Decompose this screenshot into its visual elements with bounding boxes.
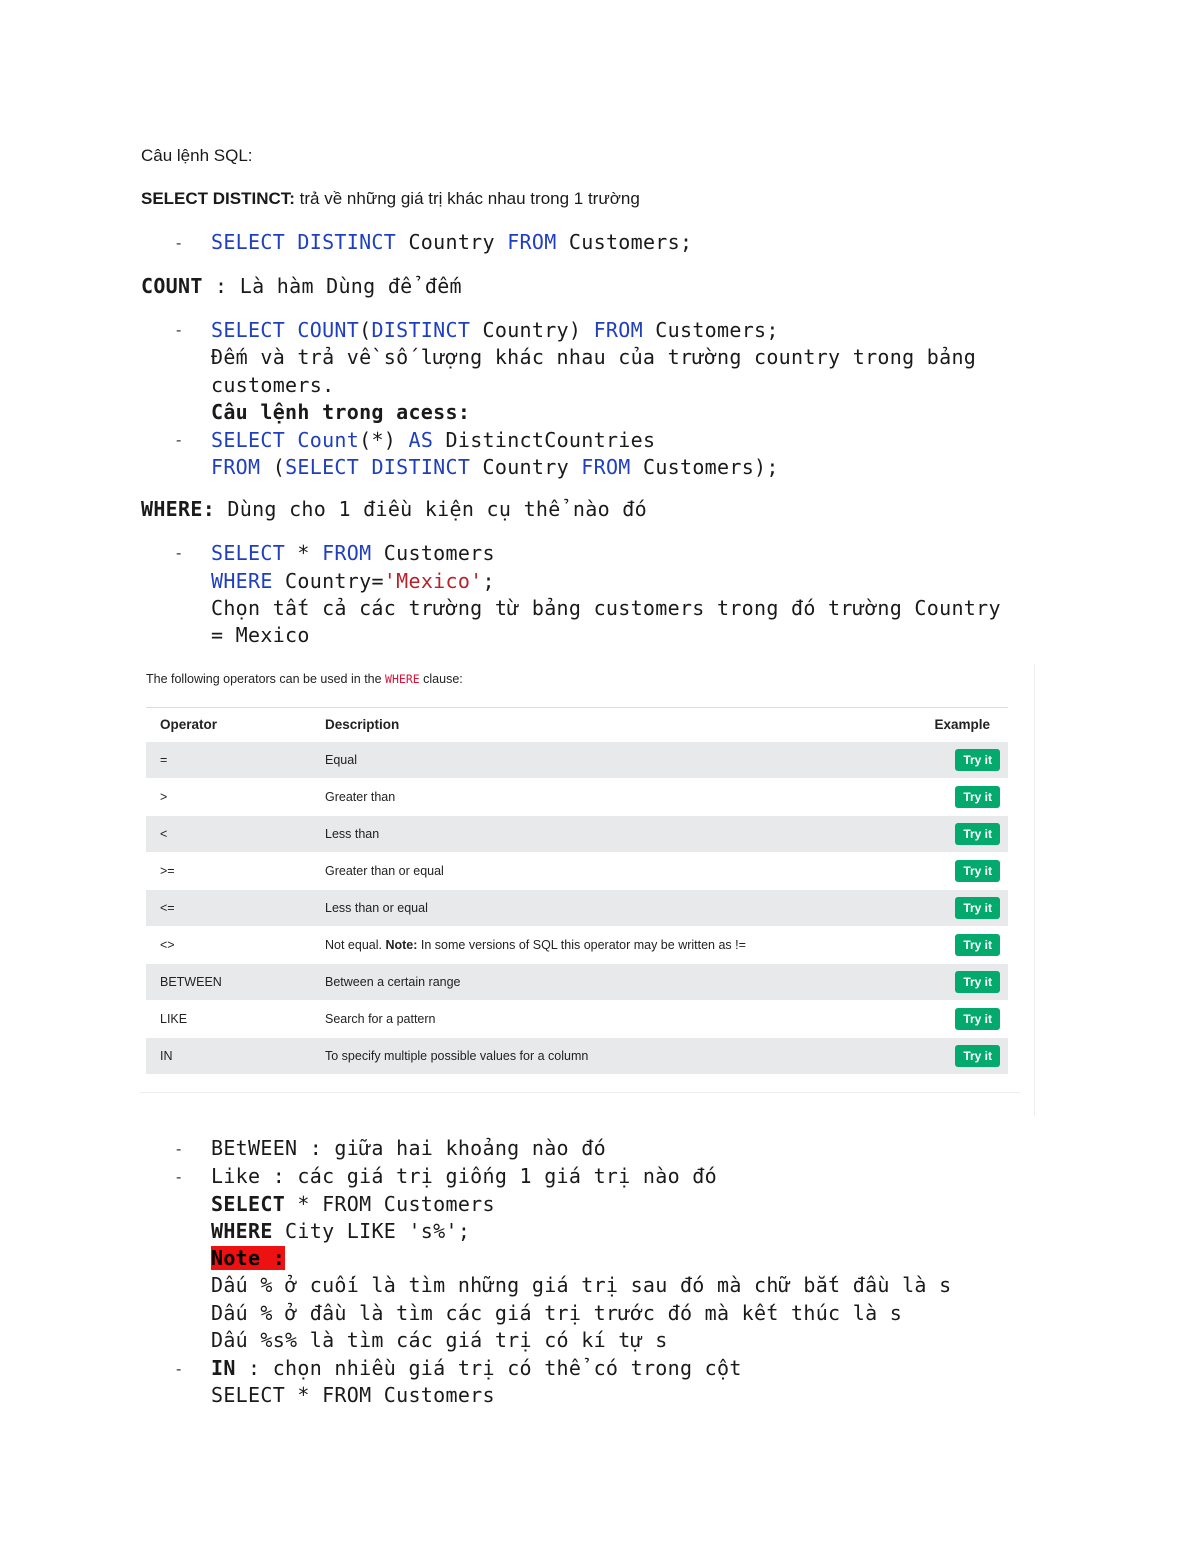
- table-row: [146, 779, 1008, 816]
- example-cell: [886, 779, 1008, 816]
- operator-cell: <=: [146, 890, 311, 927]
- sql-keyword: SELECT: [211, 428, 286, 452]
- bullet-dash: -: [176, 432, 182, 449]
- example-cell: [886, 742, 1008, 779]
- try-it-button[interactable]: Try it: [955, 897, 1000, 919]
- description-cell: Greater than: [311, 779, 886, 816]
- operator-cell: IN: [146, 1038, 311, 1075]
- try-it-button[interactable]: Try it: [955, 786, 1000, 808]
- description-cell: Less than or equal: [311, 890, 886, 927]
- operator-cell: >=: [146, 853, 311, 890]
- bullet-dash: -: [176, 235, 182, 252]
- sql-keyword: SELECT: [211, 1192, 286, 1216]
- select-distinct-desc: trả về những giá trị khác nhau trong 1 trường: [294, 189, 640, 208]
- description-cell: Equal: [311, 742, 886, 779]
- operator-cell: >: [146, 779, 311, 816]
- in-sql: SELECT * FROM Customers: [211, 1383, 495, 1407]
- try-it-button[interactable]: Try it: [955, 1008, 1000, 1030]
- sql-text: Country): [470, 318, 594, 342]
- intro-code: WHERE: [385, 672, 420, 686]
- intro-text: The following operators can be used in the: [146, 672, 386, 686]
- operators-intro: [146, 672, 463, 686]
- description-cell: Between a certain range: [311, 964, 886, 1001]
- sql-text: Country: [396, 230, 508, 254]
- sql-keyword: AS: [408, 428, 434, 452]
- operator-cell: <: [146, 816, 311, 853]
- operator-cell: <>: [146, 927, 311, 964]
- table-row: [146, 890, 1008, 927]
- sql-text: *: [285, 541, 323, 565]
- table-row: [146, 1038, 1008, 1075]
- sql-keyword: WHERE: [211, 569, 273, 593]
- bullet-dash: -: [176, 545, 182, 562]
- description-cell: Greater than or equal: [311, 853, 886, 890]
- count-desc: : Là hàm Dùng để đếm: [202, 274, 462, 298]
- try-it-button[interactable]: Try it: [955, 823, 1000, 845]
- in-keyword: IN: [211, 1356, 236, 1380]
- where-label: WHERE:: [141, 497, 216, 521]
- count-code-2: [211, 428, 655, 452]
- sql-text: Customers: [371, 541, 495, 565]
- like-sql-1: [211, 1192, 495, 1216]
- sql-text: * FROM Customers: [285, 1192, 495, 1216]
- sql-text: (: [260, 455, 286, 479]
- example-cell: [886, 927, 1008, 964]
- example-cell: [886, 816, 1008, 853]
- sql-text: City LIKE 's%';: [272, 1219, 471, 1243]
- table-row: [146, 927, 1008, 964]
- sql-keyword: FROM: [581, 455, 631, 479]
- sql-keyword: SELECT: [211, 541, 286, 565]
- table-row: [146, 853, 1008, 890]
- sql-keyword: DISTINCT: [371, 318, 471, 342]
- note-line-1: Dấu % ở cuối là tìm những giá trị sau đó mà chữ bắt đầu là s: [211, 1273, 952, 1297]
- count-explain-line-1: Đếm và trả về số lượng khác nhau của trường country trong bảng: [211, 345, 977, 369]
- sql-text: Country: [470, 455, 582, 479]
- operators-table: [146, 707, 1008, 1074]
- sql-text: Customers;: [642, 318, 779, 342]
- sql-keyword: FROM: [322, 541, 372, 565]
- operators-screenshot: [140, 664, 1036, 1118]
- count-heading: [141, 274, 462, 298]
- note-label: Note :: [211, 1246, 286, 1270]
- select-distinct-heading: [141, 189, 640, 209]
- example-cell: [886, 1001, 1008, 1038]
- document-heading: Câu lệnh SQL:: [141, 146, 253, 165]
- sql-keyword: SELECT COUNT: [211, 318, 360, 342]
- sql-text: Country=: [272, 569, 384, 593]
- description-cell: To specify multiple possible values for a column: [311, 1038, 886, 1075]
- description-cell: Less than: [311, 816, 886, 853]
- count-explain-line-2: customers.: [211, 373, 335, 397]
- try-it-button[interactable]: Try it: [955, 749, 1000, 771]
- description-cell: Search for a pattern: [311, 1001, 886, 1038]
- table-row: [146, 816, 1008, 853]
- example-cell: [886, 1038, 1008, 1075]
- sql-text: [285, 428, 297, 452]
- count-label: COUNT: [141, 274, 203, 298]
- operator-cell: =: [146, 742, 311, 779]
- example-cell: [886, 964, 1008, 1001]
- table-row: [146, 1001, 1008, 1038]
- where-heading: [141, 497, 647, 521]
- try-it-button[interactable]: Try it: [955, 934, 1000, 956]
- where-code-2: [211, 569, 495, 593]
- access-heading: Câu lệnh trong acess:: [211, 400, 471, 424]
- like-line: Like : các giá trị giống 1 giá trị nào đó: [211, 1164, 717, 1188]
- description-text: Not equal.: [325, 938, 386, 952]
- bullet-dash: -: [176, 1169, 182, 1186]
- operator-cell: BETWEEN: [146, 964, 311, 1001]
- try-it-button[interactable]: Try it: [955, 860, 1000, 882]
- select-distinct-code: [211, 230, 692, 254]
- header-operator: Operator: [146, 708, 311, 742]
- sql-text: Customers);: [630, 455, 779, 479]
- in-desc: : chọn nhiều giá trị có thể có trong cột: [235, 1356, 742, 1380]
- select-distinct-label: SELECT DISTINCT:: [141, 189, 295, 208]
- like-sql-2: [211, 1219, 470, 1243]
- try-it-button[interactable]: Try it: [955, 971, 1000, 993]
- bullet-dash: -: [176, 1361, 182, 1378]
- count-code-1: [211, 318, 779, 342]
- note-line-3: Dấu %s% là tìm các giá trị có kí tự s: [211, 1328, 668, 1352]
- example-cell: [886, 853, 1008, 890]
- sql-keyword: SELECT DISTINCT: [285, 455, 471, 479]
- sql-string: 'Mexico': [383, 569, 483, 593]
- note-highlight: [211, 1246, 285, 1270]
- sql-text: DistinctCountries: [433, 428, 656, 452]
- sql-keyword: SELECT DISTINCT: [211, 230, 397, 254]
- description-cell: [311, 927, 886, 964]
- note-text: In some versions of SQL this operator may be written as !=: [417, 938, 746, 952]
- header-example: Example: [886, 708, 1008, 742]
- sql-text: (: [359, 318, 372, 342]
- note-line-2: Dấu % ở đầu là tìm các giá trị trước đó mà kết thúc là s: [211, 1301, 903, 1325]
- example-cell: [886, 890, 1008, 927]
- where-explain-line-2: = Mexico: [211, 623, 310, 647]
- sql-keyword: FROM: [593, 318, 643, 342]
- note-label: Note:: [385, 938, 418, 952]
- where-explain-line-1: Chọn tất cả các trường từ bảng customers trong đó trường Country: [211, 596, 1001, 620]
- bullet-dash: -: [176, 1141, 182, 1158]
- where-desc: Dùng cho 1 điều kiện cụ thể nào đó: [215, 497, 647, 521]
- sql-text: (*): [359, 428, 409, 452]
- try-it-button[interactable]: Try it: [955, 1045, 1000, 1067]
- bullet-dash: -: [176, 322, 182, 339]
- table-row: [146, 964, 1008, 1001]
- sql-keyword: WHERE: [211, 1219, 273, 1243]
- where-code-1: [211, 541, 495, 565]
- table-header-row: [146, 708, 1008, 742]
- header-description: Description: [311, 708, 886, 742]
- sql-text: ;: [482, 569, 495, 593]
- sql-keyword: FROM: [211, 455, 261, 479]
- table-row: [146, 742, 1008, 779]
- count-code-3: [211, 455, 779, 479]
- between-line: BEtWEEN : giữa hai khoảng nào đó: [211, 1136, 606, 1160]
- sql-keyword: Count: [297, 428, 360, 452]
- sql-keyword: FROM: [507, 230, 557, 254]
- in-line: [211, 1356, 742, 1380]
- operator-cell: LIKE: [146, 1001, 311, 1038]
- intro-text: clause:: [419, 672, 463, 686]
- sql-text: Customers;: [556, 230, 693, 254]
